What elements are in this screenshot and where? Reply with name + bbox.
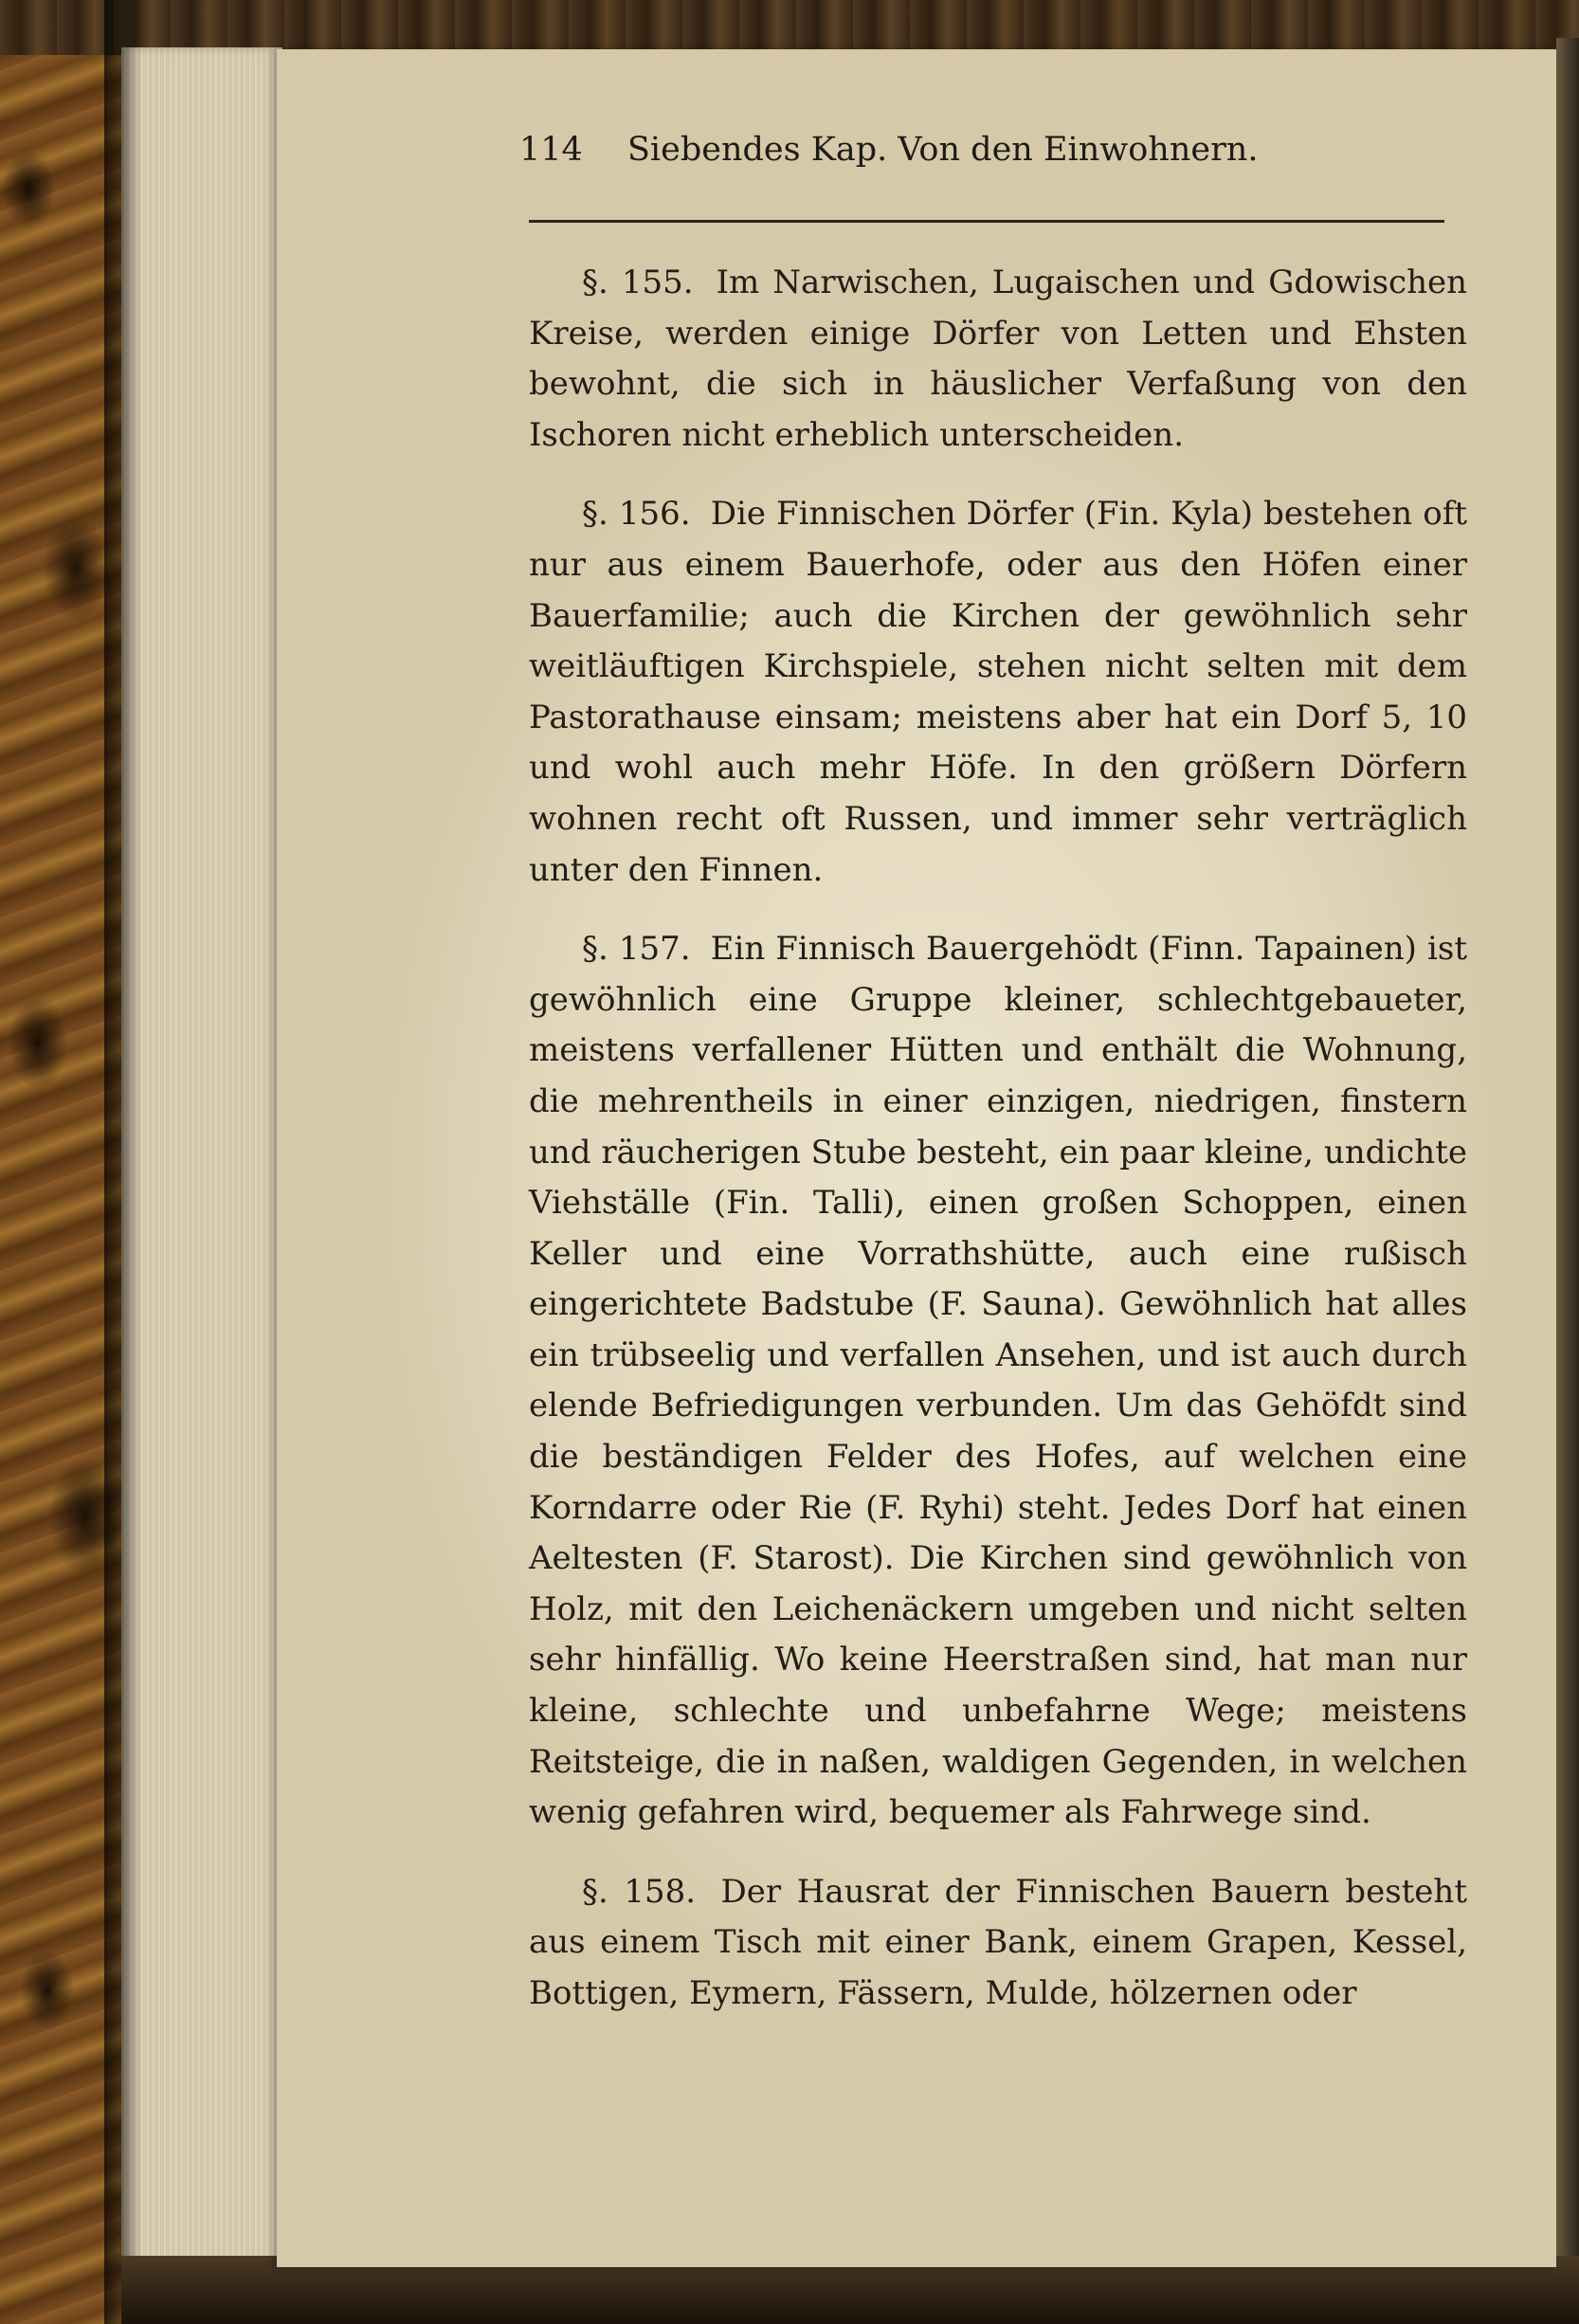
paragraph-text: Die Finnischen Dörfer (Fin. Kyla) bestehen oft nur aus einem Bauerhofe, oder aus den Höfen einer Bauerfamilie; auch die Kirchen der gewöhnlich sehr weitläuftigen Kirchspiele, stehen nicht selten mit dem Pastorathause einsam; meistens aber hat ein Dorf 5, 10 und wohl auch mehr Höfe. In den größern Dörfern wohnen recht oft Russen, und immer sehr verträglich unter den Finnen. — [529, 495, 1467, 889]
page-right-edge — [1556, 38, 1579, 2324]
page-body — [529, 258, 1467, 2048]
section-mark: §. 158. — [582, 1872, 697, 1911]
paragraph-156 — [529, 489, 1467, 896]
binding-shadow — [104, 0, 142, 2324]
running-title: Siebendes Kap. Von den Einwohnern. — [626, 131, 1259, 169]
paragraph-text: Im Narwischen, Lugaischen und Gdowischen Kreise, werden einige Dörfer von Letten und Ehsten bewohnt, die sich in häuslicher Verfaßung von den Ischoren nicht erheblich unterscheiden. — [529, 263, 1467, 454]
header-rule — [529, 220, 1444, 223]
paragraph-text: Der Hausrat der Finnischen Bauern besteht aus einem Tisch mit einer Bank, einem Grapen, Kessel, Bottigen, Eymern, Fässern, Mulde, hölzernen oder — [529, 1872, 1467, 2012]
paragraph-155 — [529, 258, 1467, 461]
section-mark: §. 156. — [582, 495, 691, 534]
section-mark: §. 157. — [582, 930, 691, 969]
section-mark: §. 155. — [582, 263, 694, 301]
running-header — [519, 131, 1467, 169]
page-number: 114 — [519, 131, 583, 169]
paragraph-158 — [529, 1867, 1467, 2020]
page-edges — [121, 47, 282, 2275]
paragraph-text: Ein Finnisch Bauergehödt (Finn. Tapainen) ist gewöhnlich eine Gruppe kleiner, schlechtgebaueter, meistens verfallener Hütten und enthält die Wohnung, die mehrentheils in einer einzigen, niedrigen, finstern und räucherigen Stube besteht, ein paar kleine, undichte Viehställe (Fin. Talli), einen großen Schoppen, einen Keller und eine Vorrathshütte, auch eine rußisch eingerichtete Badstube (F. Sauna). Gewöhnlich hat alles ein trübseelig und verfallen Ansehen, und ist auch durch elende Befriedigungen verbunden. Um das Gehöfdt sind die beständigen Felder des Hofes, auf welchen eine Korndarre oder Rie (F. Ryhi) steht. Jedes Dorf hat einen Aeltesten (F. Starost). Die Kirchen sind gewöhnlich von Holz, mit den Leichenäckern umgeben und nicht selten sehr hinfällig. Wo keine Heerstraßen sind, hat man nur kleine, schlechte und unbefahrne Wege; meistens Reitsteige, die in naßen, waldigen Gegenden, in welchen wenig gefahren wird, bequemer als Fahrwege sind. — [529, 930, 1467, 1832]
paragraph-157 — [529, 924, 1467, 1839]
